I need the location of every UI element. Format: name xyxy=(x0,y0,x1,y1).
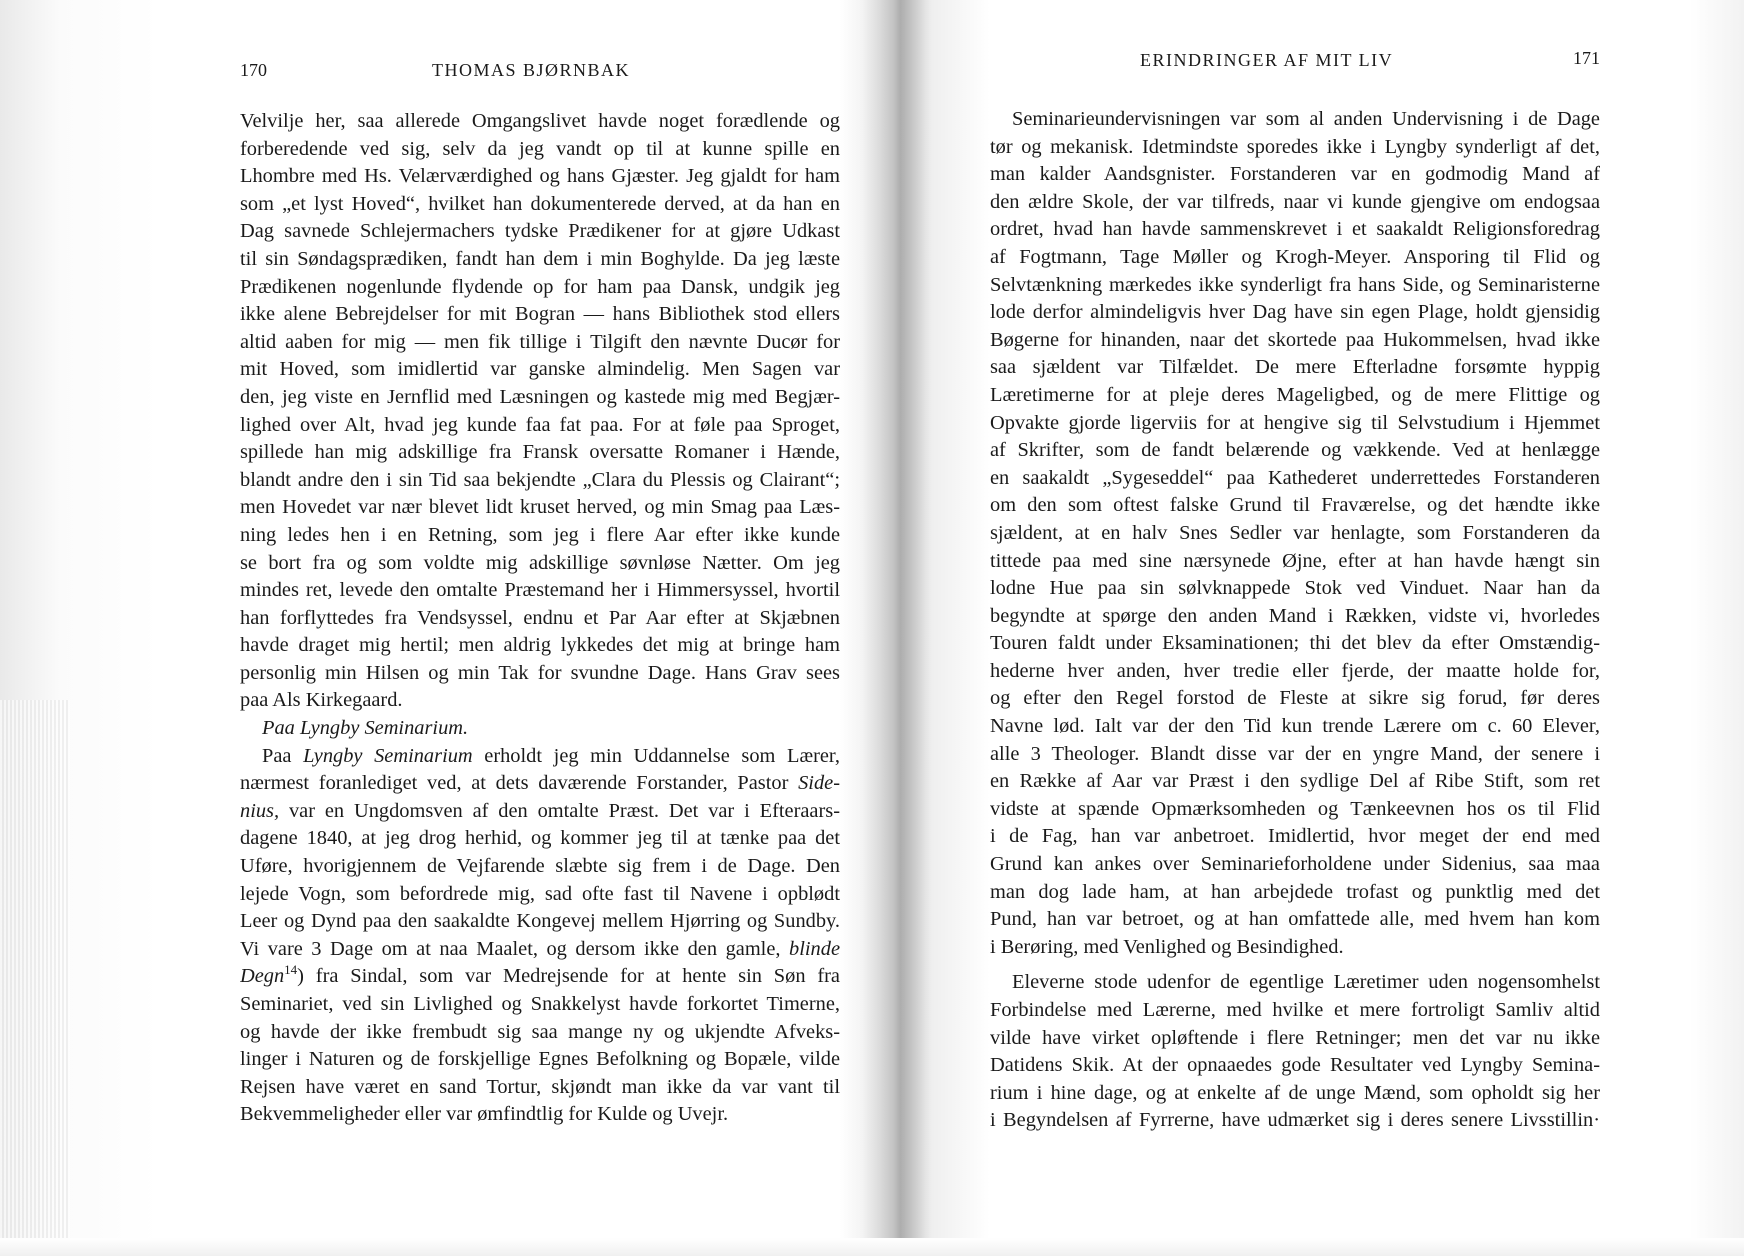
text-line xyxy=(240,963,840,991)
text-line xyxy=(240,936,840,964)
text-line: lode derfor almindeligvis hver Dag have sin egen Plage, holdt gjensidig xyxy=(990,301,1600,324)
page-edges xyxy=(0,700,70,1256)
text-line xyxy=(240,1046,840,1074)
text-line: han forflyttedes fra Vendsyssel, endnu et Par Aar efter at Skjæbnen xyxy=(240,606,840,629)
bottom-edge xyxy=(0,1238,1744,1256)
text-line: hederne hver anden, hver tredie eller fjerde, der maatte holde for, xyxy=(990,659,1600,682)
footnote-ref: 14 xyxy=(284,963,298,978)
italic-text: blinde xyxy=(789,937,840,960)
text-line xyxy=(240,853,840,881)
text-line xyxy=(240,825,840,853)
text-line: ning ledes hen i en Retning, som jeg i flere Aar efter ikke kunde xyxy=(240,523,840,546)
text-line: vilde have virket opløftende i flere Retninger; men det var nu ikke xyxy=(990,1026,1600,1049)
text-run: Uføre, hvorigjennem de Vejfarende slæbte sig frem i de Dage. Den xyxy=(240,855,840,878)
italic-text: nius, xyxy=(240,799,280,822)
text-run: nærmest foranlediget ved, at dets daværende Forstander, Pastor xyxy=(240,772,799,795)
text-line: Touren faldt under Eksaminationen; thi det blev da efter Omstændig- xyxy=(990,632,1600,655)
text-line: forberedende ved sig, selv da jeg vandt op til at kunne spille en xyxy=(240,137,840,160)
text-line: og efter den Regel forstod de Fleste at sikre sig forud, før deres xyxy=(990,687,1600,710)
text-line: mindes ret, levede den omtalte Præstemand her i Himmersyssel, hvortil xyxy=(240,579,840,602)
text-line xyxy=(240,908,840,936)
right-body-text xyxy=(990,106,1600,1135)
text-line: Forbindelse med Lærerne, med hvilke et mere fortroligt Samliv altid xyxy=(990,999,1600,1021)
text-line xyxy=(240,1019,840,1047)
text-line: paa Als Kirkegaard. xyxy=(240,689,403,712)
page-number-right: 171 xyxy=(1573,48,1600,68)
text-run: lejede Vogn, som befordrede mig, sad ofte fast til Navene i opblødt xyxy=(240,882,840,905)
italic-text: Lyngby Seminarium xyxy=(303,744,473,767)
running-head-title-left: THOMAS BJØRNBAK xyxy=(432,60,631,80)
text-line xyxy=(240,1101,840,1129)
text-line: Datidens Skik. At der opnaaedes gode Resultater ved Lyngby Semina- xyxy=(990,1054,1600,1077)
text-run: dagene 1840, at jeg drog herhid, og kommer jeg til at tænke paa det xyxy=(240,827,840,850)
right-running-head xyxy=(990,48,1600,82)
paragraph-gap xyxy=(990,961,1600,969)
text-run: ) fra Sindal, som var Medrejsende for at hente sin Søn fra xyxy=(297,965,840,988)
text-line: begyndte at spørge den anden Mand i Rækken, vidste vi, hvorledes xyxy=(990,604,1600,627)
text-line: Grund kan ankes over Seminarieforholdene under Sidenius, saa maa xyxy=(990,853,1600,876)
text-line: rium i hine dage, og at enkelte af de unge Mænd, som opholdt sig her xyxy=(990,1081,1600,1104)
text-line: i de Fag, han var anbetroet. Imidlertid, hvor meget der end med xyxy=(990,825,1600,848)
text-line: ordret, hvad han havde sammenskrevet i et saakaldt Religionsforedrag xyxy=(990,218,1600,241)
text-line: i Berøring, med Venlighed og Besindighed. xyxy=(990,935,1344,958)
text-line: men Hovedet var nær blevet lidt kruset herved, og min Smag paa Læs- xyxy=(240,496,840,519)
text-line: Læretimerne for at pleje deres Mageligbed, og de mere Flittige og xyxy=(990,383,1600,406)
page-number-left: 170 xyxy=(240,60,267,80)
text-run: linger i Naturen og de forskjellige Egnes Befolkning og Bopæle, vilde xyxy=(240,1048,840,1071)
text-line: vidste at spænde Opmærksomheden og Tænkeevnen hos os til Flid xyxy=(990,797,1600,820)
text-line: til sin Søndagsprædiken, fandt han dem i min Boghylde. Da jeg læste xyxy=(240,247,840,270)
text-run: var en Ungdomsven af den omtalte Præst. Det var i Efteraars- xyxy=(279,799,840,822)
right-page xyxy=(990,48,1600,1135)
text-line: lodne Hue paa sin sølvknappede Stok ved Vinduet. Naar han da xyxy=(990,577,1600,600)
text-line: tør og mekanisk. Idetmindste sporedes ikke i Lyngby synderligt af det, xyxy=(990,135,1600,158)
text-line: i Begyndelsen af Fyrrerne, have udmærket sig i deres senere Livsstillin· xyxy=(990,1109,1600,1132)
text-line: sjældent, at en halv Snes Sedler var henlagte, som Forstanderen da xyxy=(990,521,1600,544)
text-run: erholdt jeg min Uddannelse som Lærer, xyxy=(472,744,840,767)
text-line: lighed over Alt, hvad jeg kunde faa fat paa. For at føle paa Sproget, xyxy=(240,413,840,436)
text-line: altid aaben for mig — men fik tillige i Tilgift den nævnte Ducør for xyxy=(240,330,840,353)
text-run: Seminariet, ved sin Livlighed og Snakkelyst havde forkortet Timerne, xyxy=(240,993,840,1015)
left-running-head xyxy=(240,60,840,94)
text-line: af Skrifter, som de fandt belærende og vækkende. Ved at henlægge xyxy=(990,439,1600,462)
text-line: Pund, han var betroet, og at han omfattede alle, med hvem han kom xyxy=(990,908,1600,931)
text-run: Vi vare 3 Dage om at naa Maalet, og dersom ikke den gamle, xyxy=(240,937,790,960)
text-line: Dag savnede Schlejermachers tydske Prædikener for at gjøre Udkast xyxy=(240,220,840,243)
text-line: blandt andre den i sin Tid saa bekjendte „Clara du Plessis og Clairant“; xyxy=(240,468,840,491)
section-heading: Paa Lyngby Seminarium. xyxy=(262,717,469,740)
text-line: den, jeg viste en Jernflid med Læsningen og kastede mig med Begjær- xyxy=(240,385,840,408)
text-line: en Række af Aar var Præst i den sydlige Del af Ribe Stift, som ret xyxy=(990,770,1600,793)
text-line: en saakaldt „Sygeseddel“ paa Kathederet underrettedes Forstanderen xyxy=(990,466,1600,489)
text-run: Rejsen have været en sand Tortur, skjøndt man ikke da var vant til xyxy=(240,1075,840,1098)
text-line: man kalder Aandsgnister. Forstanderen var en godmodig Mand af xyxy=(990,163,1600,186)
text-line: Opvakte gjorde ligerviis for at hengive sig til Selvstudium i Hjemmet xyxy=(990,411,1600,434)
text-line: alle 3 Theologer. Blandt disse var der en yngre Mand, der senere i xyxy=(990,742,1600,765)
text-line: Selvtænkning mærkedes ikke synderligt fra hans Side, og Seminaristerne xyxy=(990,273,1600,296)
italic-text: Side- xyxy=(798,772,840,795)
text-line xyxy=(240,881,840,909)
text-line xyxy=(240,770,840,798)
text-line xyxy=(240,1074,840,1102)
text-line xyxy=(240,798,840,826)
text-line: havde draget mig hertil; men aldrig lykkedes det mig at bringe ham xyxy=(240,634,840,657)
text-line: Seminarieundervisningen var som al anden Undervisning i de Dage xyxy=(1012,108,1600,130)
text-line: tittede paa med sine nærsynede Øjne, efter at han havde hængt sin xyxy=(990,549,1600,572)
text-line: personlig min Hilsen og min Tak for svundne Dage. Hans Grav sees xyxy=(240,661,840,684)
text-line: af Fogtmann, Tage Møller og Krogh-Meyer. Ansporing til Flid og xyxy=(990,245,1600,268)
text-line: om den som oftest falske Grund til Fraværelse, og det hændte ikke xyxy=(990,494,1600,517)
italic-text: Degn xyxy=(240,965,285,988)
left-page xyxy=(240,60,840,1129)
text-run: Leer og Dynd paa den saakaldte Kongevej mellem Hjørring og Sundby. xyxy=(240,910,840,933)
text-line: spillede han mig adskillige fra Fransk oversatte Romaner i Hænde, xyxy=(240,441,840,464)
book-gutter xyxy=(862,0,932,1256)
text-run: Bekvemmeligheder eller var ømfindtlig for Kulde og Uvejr. xyxy=(240,1103,729,1126)
text-line: saa sjældent var Tilfældet. De mere Efterladne forsømte hyppig xyxy=(990,356,1600,379)
left-body-text xyxy=(240,108,840,1129)
text-line xyxy=(240,991,840,1019)
text-line: mit Hoved, som imidlertid var ganske almindelig. Men Sagen var xyxy=(240,358,840,381)
text-line: Prædikenen nogenlunde flydende op for ham paa Dansk, undgik jeg xyxy=(240,275,840,298)
text-line: Lhombre med Hs. Velærværdighed og hans Gjæster. Jeg gjaldt for ham xyxy=(240,165,840,188)
text-line: se bort fra og som voldte mig adskillige søvnløse Nætter. Om jeg xyxy=(240,551,840,574)
text-line: ikke alene Bebrejdelser for mit Bogran — hans Bibliothek stod ellers xyxy=(240,303,840,326)
text-line: Bøgerne for hinanden, naar det skortede paa Hukommelsen, hvad ikke xyxy=(990,328,1600,351)
text-run: Paa xyxy=(262,744,304,767)
text-line: Navne lød. Ialt var der den Tid kun trende Lærere om c. 60 Elever, xyxy=(990,715,1600,738)
text-line: den ældre Skole, der var tilfreds, naar vi kunde gjengive om endogsaa xyxy=(990,190,1600,213)
text-line: Velvilje her, saa allerede Omgangslivet havde noget forædlende og xyxy=(240,110,840,132)
text-run: og havde der ikke frembudt sig saa mange ny og ukjendte Afveks- xyxy=(240,1020,840,1043)
text-line xyxy=(240,743,840,771)
text-line: Eleverne stode udenfor de egentlige Læretimer uden nogensomhelst xyxy=(1012,971,1600,994)
text-line: man dog lade ham, at han arbejdede trofast og punktlig med det xyxy=(990,880,1600,903)
running-head-title-right: ERINDRINGER AF MIT LIV xyxy=(1140,50,1394,70)
text-line: som „et lyst Hoved“, hvilket han dokumenterede derved, at da han en xyxy=(240,192,840,215)
